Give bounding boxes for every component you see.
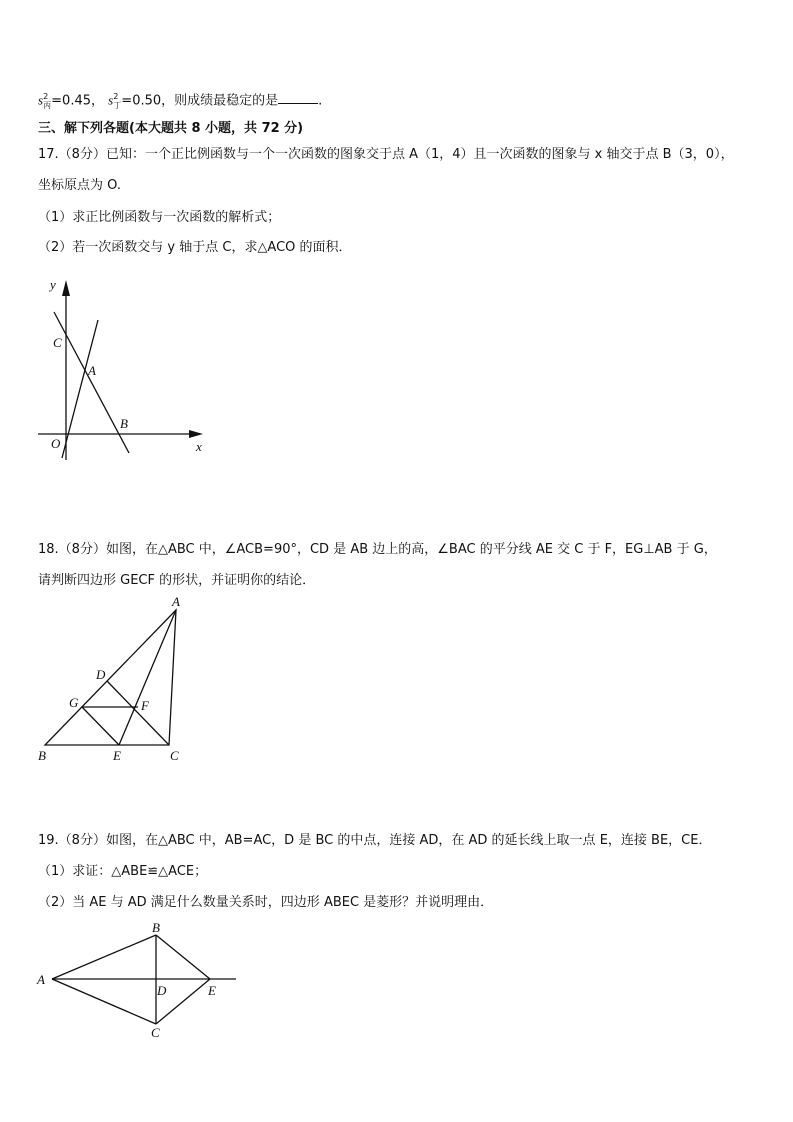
- q17-label-B: B: [120, 416, 128, 431]
- q18-label-D: D: [96, 667, 106, 682]
- s-bing-value: =0.45，: [51, 93, 104, 109]
- q18-line2: 请判断四边形 GECF 的形状，并证明你的结论．: [38, 573, 316, 588]
- q18-label-A: A: [172, 594, 180, 609]
- q18-label-E: E: [113, 748, 121, 763]
- q18-segment-GE: [82, 707, 119, 745]
- q19-segment-CE: [156, 979, 210, 1024]
- q17-label-O: O: [51, 436, 61, 451]
- q18-line1: 18.（8分）如图，在△ABC 中，∠ACB=90°，CD 是 AB 边上的高，∠BAC 的平分线 AE 交 C 于 F，EG⊥AB 于 G，: [38, 542, 717, 557]
- s-bing-sup: 2: [43, 92, 49, 101]
- q19-label-A: A: [37, 972, 45, 987]
- q18-label-C: C: [170, 748, 179, 763]
- q17-part1: （1）求正比例函数与一次函数的解析式；: [38, 210, 281, 225]
- q17-line1: 17.（8分）已知：一个正比例函数与一个一次函数的图象交于点 A（1，4）且一次函数的图象与 x 轴交于点 B（3，0），: [38, 147, 734, 162]
- s-bing-sub: 丙: [43, 100, 52, 110]
- q18-label-G: G: [69, 695, 79, 710]
- q17-label-x: x: [196, 439, 202, 454]
- section-heading: 三、解下列各题(本大题共 8 小题，共 72 分): [38, 121, 304, 136]
- q17-x-arrow: [189, 430, 203, 438]
- q17-line2: 坐标原点为 O.: [38, 178, 121, 193]
- q19-label-D: D: [157, 983, 167, 998]
- q19-segment-AB: [52, 935, 156, 979]
- q17-proportional-line: [62, 320, 98, 458]
- q19-part2: （2）当 AE 与 AD 满足什么数量关系时，四边形 ABEC 是菱形？并说明理由．: [38, 895, 494, 910]
- q19-label-C: C: [151, 1025, 160, 1040]
- q19-segment-BE: [156, 935, 210, 979]
- q19-label-E: E: [208, 983, 216, 998]
- s-ding-sup: 2: [113, 92, 119, 101]
- q17-linear-line: [54, 312, 129, 453]
- s-ding-value: =0.50，则成绩最稳定的是: [121, 93, 279, 109]
- answer-blank: [278, 91, 318, 104]
- variance-line: [38, 88, 322, 115]
- q19-label-B: B: [152, 920, 160, 935]
- q19-line1: 19.（8分）如图，在△ABC 中，AB=AC，D 是 BC 的中点，连接 AD，在 AD 的延长线上取一点 E，连接 BE，CE．: [38, 833, 712, 848]
- q18-triangle-ABC: [45, 610, 176, 745]
- q18-label-B: B: [38, 748, 46, 763]
- q17-part2: （2）若一次函数交与 y 轴于点 C，求△ACO 的面积．: [38, 240, 352, 255]
- s-ding-tail: .: [318, 93, 323, 109]
- s-bing-symbol: s: [38, 92, 44, 108]
- s-ding-sub: 丁: [113, 100, 122, 110]
- q19-segment-AC: [52, 979, 156, 1024]
- q18-label-F: F: [141, 698, 149, 713]
- q17-label-y: y: [50, 277, 56, 292]
- q19-part1: （1）求证：△ABE≌△ACE；: [38, 864, 208, 879]
- q18-segment-CD: [107, 681, 169, 745]
- s-ding-symbol: s: [108, 92, 114, 108]
- q17-label-A: A: [88, 363, 96, 378]
- q17-label-C: C: [53, 335, 62, 350]
- q18-segment-AE: [119, 610, 176, 745]
- q17-y-arrow: [62, 280, 70, 296]
